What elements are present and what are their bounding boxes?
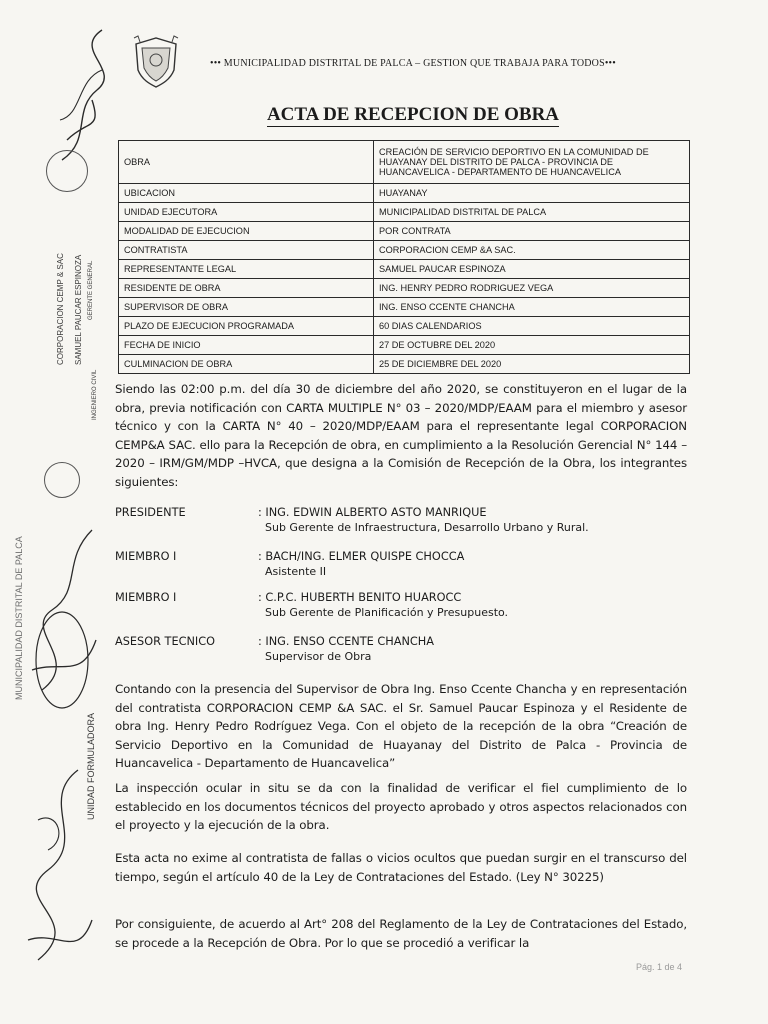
- table-row: [119, 355, 690, 374]
- contractor-stamp-role: GERENTE GENERAL: [88, 260, 94, 320]
- circular-seal-top: [46, 150, 88, 192]
- member-position: Supervisor de Obra: [265, 650, 372, 663]
- member-role: PRESIDENTE: [115, 506, 186, 519]
- table-label: OBRA: [119, 141, 374, 184]
- presence-paragraph: Contando con la presencia del Supervisor de Obra Ing. Enso Ccente Chancha y en representación del contratista CORPORACION CEMP &A SAC. el Sr. Samuel Paucar Espinoza y el Residente de obra Ing. Henry Pedro Rodríguez Vega. Con el objeto de la recepción de la obra “Creación de Servicio Deportivo en la Comunidad de Huayanay del Distrito de Palca - Provincia de Huancavelica - Departamento de Huancavelica”: [115, 682, 687, 770]
- circular-seal-middle: [44, 462, 80, 498]
- left-margin-stamps: [0, 0, 112, 1024]
- member-name: : C.P.C. HUBERTH BENITO HUAROCC: [258, 591, 462, 604]
- table-value: ING. HENRY PEDRO RODRIGUEZ VEGA: [374, 279, 690, 298]
- member-role: ASESOR TECNICO: [115, 635, 216, 648]
- table-row: [119, 141, 690, 184]
- contractor-stamp-text: CORPORACION CEMP & SAC: [56, 253, 65, 365]
- member-role: MIEMBRO I: [115, 550, 177, 563]
- signature-scribble-bottom: [18, 760, 102, 1000]
- table-value: HUAYANAY: [374, 184, 690, 203]
- title-text: ACTA DE RECEPCION DE OBRA: [266, 104, 560, 125]
- table-row: [119, 336, 690, 355]
- table-label: MODALIDAD DE EJECUCION: [119, 222, 374, 241]
- unit-stamp-text: UNIDAD FORMULADORA: [86, 712, 96, 820]
- member-position: Sub Gerente de Infraestructura, Desarrollo Urbano y Rural.: [265, 521, 589, 534]
- liability-paragraph: Esta acta no exime al contratista de fallas o vicios ocultos que puedan surgir en el transcurso del tiempo, según el artículo 40 de la Ley de Contrataciones del Estado. (Ley N° 30225): [115, 851, 687, 884]
- table-row: [119, 298, 690, 317]
- page-number: Pág. 1 de 4: [636, 962, 683, 972]
- table-value: SAMUEL PAUCAR ESPINOZA: [374, 260, 690, 279]
- contractor-stamp-name: SAMUEL PAUCAR ESPINOZA: [74, 254, 83, 365]
- table-label: UBICACION: [119, 184, 374, 203]
- table-row: [119, 203, 690, 222]
- table-value: 25 DE DICIEMBRE DEL 2020: [374, 355, 690, 374]
- table-label: RESIDENTE DE OBRA: [119, 279, 374, 298]
- inspection-paragraph: La inspección ocular in situ se da con la finalidad de verificar el fiel cumplimiento de lo establecido en los documentos técnicos del proyecto aprobado y otros aspectos relacionados con el proyecto y la ejecución de la obra.: [115, 781, 687, 832]
- table-value: 60 DIAS CALENDARIOS: [374, 317, 690, 336]
- table-value: 27 DE OCTUBRE DEL 2020: [374, 336, 690, 355]
- table-label: CONTRATISTA: [119, 241, 374, 260]
- table-label: PLAZO DE EJECUCION PROGRAMADA: [119, 317, 374, 336]
- table-label: UNIDAD EJECUTORA: [119, 203, 374, 222]
- table-label: FECHA DE INICIO: [119, 336, 374, 355]
- work-info-table: [118, 140, 690, 374]
- table-row: [119, 260, 690, 279]
- member-name: : BACH/ING. ELMER QUISPE CHOCCA: [258, 550, 465, 563]
- table-label: SUPERVISOR DE OBRA: [119, 298, 374, 317]
- member-position: Sub Gerente de Planificación y Presupuesto.: [265, 606, 509, 619]
- table-value: ING. ENSO CCENTE CHANCHA: [374, 298, 690, 317]
- table-label: REPRESENTANTE LEGAL: [119, 260, 374, 279]
- signature-scribble-top: [52, 20, 112, 170]
- reception-paragraph: Por consiguiente, de acuerdo al Art° 208 del Reglamento de la Ley de Contrataciones del Estado, se procede a la Recepción de Obra. Por lo que se procedió a verificar la: [115, 917, 687, 950]
- intro-paragraph: Siendo las 02:00 p.m. del día 30 de diciembre del año 2020, se constituyeron en el lugar de la obra, previa notificación con CARTA MULTIPLE N° 03 – 2020/MDP/EAAM para el miembro y asesor técnico y con la CARTA N° 40 – 2020/MDP/EAAM para el representante legal CORPORACION CEMP&A SAC. ello para la Recepción de obra, en cumplimiento a la Resolución Gerencial N° 144 – 2020 – IRM/GM/MDP –HVCA, que designa a la Comisión de Recepción de la Obra, los integrantes siguientes:: [115, 382, 687, 489]
- table-label: CULMINACION DE OBRA: [119, 355, 374, 374]
- table-value: MUNICIPALIDAD DISTRITAL DE PALCA: [374, 203, 690, 222]
- table-value: POR CONTRATA: [374, 222, 690, 241]
- signature-scribble-middle: [22, 520, 106, 720]
- member-role: MIEMBRO I: [115, 591, 177, 604]
- page-title: [0, 104, 768, 126]
- member-name: : ING. ENSO CCENTE CHANCHA: [258, 635, 435, 648]
- table-row: [119, 222, 690, 241]
- municipal-crest-logo: [128, 34, 184, 90]
- member-name: : ING. EDWIN ALBERTO ASTO MANRIQUE: [258, 506, 487, 519]
- member-position: Asistente II: [265, 565, 327, 578]
- table-row: [119, 241, 690, 260]
- table-value: CORPORACION CEMP &A SAC.: [374, 241, 690, 260]
- table-value: CREACIÓN DE SERVICIO DEPORTIVO EN LA COMUNIDAD DE HUAYANAY DEL DISTRITO DE PALCA - PROVINCIA DE HUANCAVELICA - DEPARTAMENTO DE HUANCAVELICA: [374, 141, 690, 184]
- table-row: [119, 184, 690, 203]
- municipality-stamp-text: MUNICIPALIDAD DISTRITAL DE PALCA: [14, 536, 24, 700]
- header-tagline: ••• MUNICIPALIDAD DISTRITAL DE PALCA – GESTION QUE TRABAJA PARA TODOS•••: [210, 58, 616, 69]
- engineer-stamp-role: INGENIERO CIVIL: [92, 369, 98, 420]
- table-row: [119, 279, 690, 298]
- table-row: [119, 317, 690, 336]
